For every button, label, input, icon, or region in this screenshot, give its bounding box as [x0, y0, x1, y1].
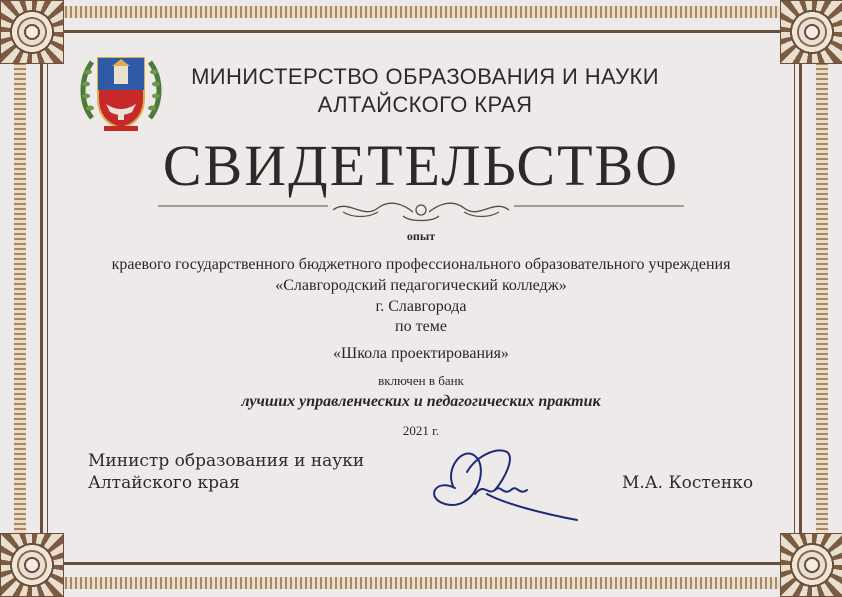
ornamental-corner-icon: [780, 533, 842, 597]
signatory-position: [88, 450, 364, 494]
topic-name: «Школа проектирования»: [333, 345, 509, 362]
label-experience: опыт: [406, 229, 436, 243]
ornamental-corner-icon: [0, 0, 64, 64]
year: 2021 г.: [402, 423, 440, 438]
institution-city: г. Славгорода: [375, 298, 467, 315]
handwritten-signature: [415, 438, 580, 528]
altai-krai-coat-of-arms-icon: [78, 48, 164, 136]
inner-line-bottom: [40, 562, 802, 565]
ministry-title-line1: МИНИСТЕРСТВО ОБРАЗОВАНИЯ И НАУКИ: [191, 64, 659, 89]
signatory-name: М.А. Костенко: [622, 473, 754, 493]
ornamental-corner-icon: [780, 0, 842, 64]
institution-line1: краевого государственного бюджетного профессионального образовательного учреждения: [111, 256, 731, 273]
inner-line-right: [799, 30, 802, 565]
institution-line2: «Славгородский педагогический колледж»: [275, 277, 567, 294]
frame-top: [0, 6, 842, 18]
frame-right: [816, 0, 828, 595]
inner-line-left-2: [47, 36, 48, 559]
signatory-position-line2: Алтайского края: [88, 473, 240, 493]
included-label: включен в банк: [378, 373, 464, 388]
ministry-title-line2: АЛТАЙСКОГО КРАЯ: [317, 92, 533, 117]
signatory-position-line1: Министр образования и науки: [88, 451, 365, 471]
certificate-title: СВИДЕТЕЛЬСТВО: [162, 133, 680, 198]
flourish-divider-icon: [158, 196, 684, 226]
ornamental-corner-icon: [0, 533, 64, 597]
frame-left: [14, 0, 26, 595]
inner-line-left: [40, 30, 43, 565]
frame-bottom: [0, 577, 842, 589]
topic-label: по теме: [395, 318, 447, 335]
inner-line-top: [40, 30, 802, 33]
inner-line-right-2: [794, 36, 795, 559]
bank-name: лучших управленческих и педагогических практик: [241, 393, 601, 410]
